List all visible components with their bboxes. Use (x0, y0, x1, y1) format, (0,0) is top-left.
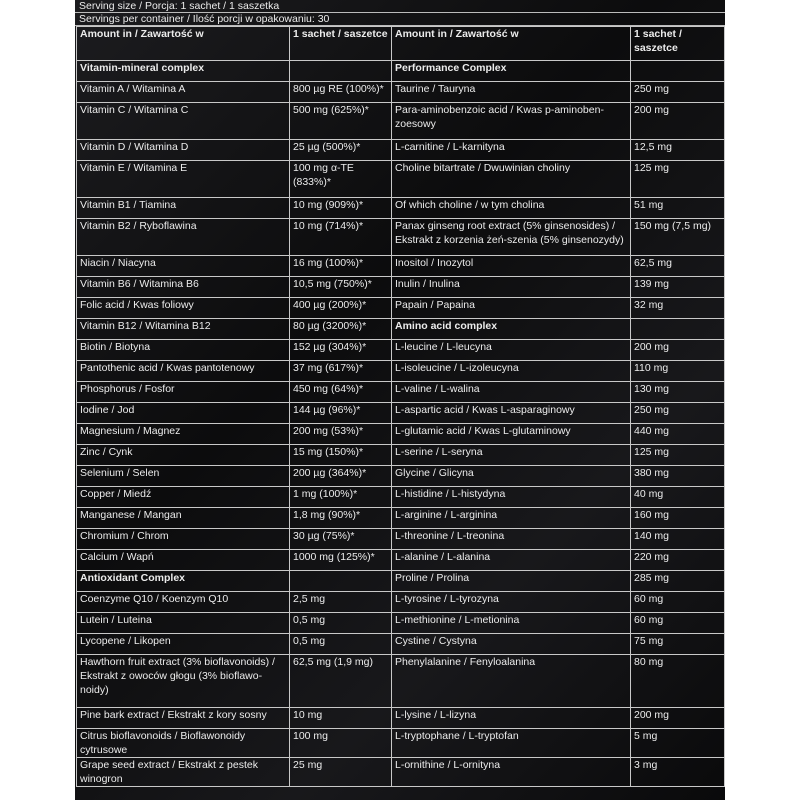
ingredient-left-cell: Lutein / Luteina (77, 613, 290, 634)
table-row (77, 161, 725, 198)
table-row (77, 466, 725, 487)
ingredient-right-cell: L-arginine / L-arginina (392, 508, 631, 529)
ingredient-left-cell: Vitamin B12 / Witamina B12 (77, 319, 290, 340)
amount-left-cell: 200 mg (53%)* (290, 424, 392, 445)
ingredient-left-cell: Manganese / Mangan (77, 508, 290, 529)
amount-left-cell: 10,5 mg (750%)* (290, 277, 392, 298)
ingredient-left-cell: Niacin / Niacyna (77, 256, 290, 277)
ingredient-right-cell: L-carnitine / L-karnityna (392, 140, 631, 161)
servings-per-container-line: Servings per container / Ilość porcji w opakowaniu: 30 (75, 13, 725, 26)
amount-left-cell (290, 571, 392, 592)
ingredient-left-cell: Grape seed extract / Ekstrakt z pestek winogron (77, 758, 290, 787)
ingredient-right-cell: Taurine / Tauryna (392, 82, 631, 103)
amount-left-cell: 10 mg (290, 708, 392, 729)
table-row (77, 256, 725, 277)
table-row (77, 550, 725, 571)
ingredient-right-cell: Panax ginseng root extract (5% ginsenosides) / Ekstrakt z korzenia żeń-szenia (5% ginsenozydy) (392, 219, 631, 256)
ingredient-right-cell: Inulin / Inulina (392, 277, 631, 298)
ingredient-left-cell: Vitamin C / Witamina C (77, 103, 290, 140)
table-row (77, 487, 725, 508)
table-row (77, 592, 725, 613)
serving-size-line: Serving size / Porcja: 1 sachet / 1 saszetka (75, 0, 725, 13)
amount-left-cell: 37 mg (617%)* (290, 361, 392, 382)
ingredient-left-cell: Citrus bioflavonoids / Bioflawonoidy cytrusowe (77, 729, 290, 758)
amount-right-cell: 32 mg (631, 298, 725, 319)
amount-left-cell: 450 mg (64%)* (290, 382, 392, 403)
table-row (77, 382, 725, 403)
ingredient-right-cell: L-aspartic acid / Kwas L-asparaginowy (392, 403, 631, 424)
amount-right-cell: 139 mg (631, 277, 725, 298)
table-row (77, 340, 725, 361)
ingredient-left-cell: Folic acid / Kwas foliowy (77, 298, 290, 319)
amount-right-cell: 250 mg (631, 403, 725, 424)
amount-right-cell: 380 mg (631, 466, 725, 487)
section-heading: Antioxidant Complex (77, 571, 290, 592)
ingredient-right-cell: L-lysine / L-lizyna (392, 708, 631, 729)
amount-left-cell: 1000 mg (125%)* (290, 550, 392, 571)
amount-right-cell: 285 mg (631, 571, 725, 592)
ingredient-right-cell: Proline / Prolina (392, 571, 631, 592)
table-row (77, 613, 725, 634)
amount-right-cell: 51 mg (631, 198, 725, 219)
table-row (77, 634, 725, 655)
amount-left-cell: 0,5 mg (290, 613, 392, 634)
supplement-facts-panel (75, 0, 725, 800)
ingredient-right-cell: L-serine / L-seryna (392, 445, 631, 466)
ingredient-right-cell: Glycine / Glicyna (392, 466, 631, 487)
amount-left-cell: 200 µg (364%)* (290, 466, 392, 487)
amount-left-cell: 0,5 mg (290, 634, 392, 655)
amount-left-cell: 10 mg (714%)* (290, 219, 392, 256)
table-row (77, 361, 725, 382)
amount-right-cell: 250 mg (631, 82, 725, 103)
amount-left-cell: 1 mg (100%)* (290, 487, 392, 508)
amount-left-cell: 400 µg (200%)* (290, 298, 392, 319)
ingredient-left-cell: Pine bark extract / Ekstrakt z kory sosny (77, 708, 290, 729)
amount-left-cell: 62,5 mg (1,9 mg) (290, 655, 392, 708)
ingredient-left-cell: Phosphorus / Fosfor (77, 382, 290, 403)
amount-right-cell: 200 mg (631, 708, 725, 729)
amount-left-cell: 30 µg (75%)* (290, 529, 392, 550)
amount-left-cell: 100 mg (290, 729, 392, 758)
ingredient-right-cell: L-isoleucine / L-izoleucyna (392, 361, 631, 382)
amount-right-cell: 3 mg (631, 758, 725, 787)
ingredient-left-cell: Vitamin B1 / Tiamina (77, 198, 290, 219)
amount-right-cell: 80 mg (631, 655, 725, 708)
ingredient-right-cell: Of which choline / w tym cholina (392, 198, 631, 219)
amount-left-cell: 15 mg (150%)* (290, 445, 392, 466)
ingredient-left-cell: Hawthorn fruit extract (3% bioflavonoids) / Ekstrakt z owoców głogu (3% bioflawo-noidy) (77, 655, 290, 708)
ingredient-right-cell: Phenylalanine / Fenyloalanina (392, 655, 631, 708)
ingredient-left-cell: Selenium / Selen (77, 466, 290, 487)
column-header-sachet-right: 1 sachet / saszetce (631, 27, 725, 61)
amount-left-cell: 10 mg (909%)* (290, 198, 392, 219)
ingredient-right-cell: L-methionine / L-metionina (392, 613, 631, 634)
amount-left-cell (290, 61, 392, 82)
amount-right-cell: 130 mg (631, 382, 725, 403)
ingredient-right-cell: Para-aminobenzoic acid / Kwas p-aminoben-zoesowy (392, 103, 631, 140)
section-heading: Amino acid complex (392, 319, 631, 340)
amount-right-cell (631, 61, 725, 82)
amount-right-cell: 140 mg (631, 529, 725, 550)
amount-right-cell: 60 mg (631, 613, 725, 634)
ingredient-left-cell: Coenzyme Q10 / Koenzym Q10 (77, 592, 290, 613)
table-header-row (77, 27, 725, 61)
column-header-amount-right: Amount in / Zawartość w (392, 27, 631, 61)
ingredient-right-cell: L-histidine / L-histydyna (392, 487, 631, 508)
ingredient-right-cell: L-tryptophane / L-tryptofan (392, 729, 631, 758)
amount-left-cell: 800 µg RE (100%)* (290, 82, 392, 103)
ingredient-left-cell: Vitamin B2 / Ryboflawina (77, 219, 290, 256)
table-row (77, 61, 725, 82)
table-row (77, 758, 725, 787)
amount-right-cell: 110 mg (631, 361, 725, 382)
table-row (77, 103, 725, 140)
ingredient-right-cell: Choline bitartrate / Dwuwinian choliny (392, 161, 631, 198)
ingredient-right-cell: L-valine / L-walina (392, 382, 631, 403)
table-row (77, 82, 725, 103)
column-header-amount-left: Amount in / Zawartość w (77, 27, 290, 61)
amount-right-cell: 160 mg (631, 508, 725, 529)
ingredient-right-cell: Cystine / Cystyna (392, 634, 631, 655)
ingredient-left-cell: Biotin / Biotyna (77, 340, 290, 361)
amount-left-cell: 100 mg α-TE (833%)* (290, 161, 392, 198)
ingredient-left-cell: Zinc / Cynk (77, 445, 290, 466)
ingredient-left-cell: Vitamin D / Witamina D (77, 140, 290, 161)
ingredient-right-cell: L-alanine / L-alanina (392, 550, 631, 571)
amount-right-cell: 125 mg (631, 161, 725, 198)
amount-right-cell (631, 319, 725, 340)
amount-right-cell: 12,5 mg (631, 140, 725, 161)
ingredient-left-cell: Lycopene / Likopen (77, 634, 290, 655)
amount-right-cell: 5 mg (631, 729, 725, 758)
table-row (77, 403, 725, 424)
ingredient-left-cell: Copper / Miedź (77, 487, 290, 508)
amount-left-cell: 80 µg (3200%)* (290, 319, 392, 340)
amount-left-cell: 1,8 mg (90%)* (290, 508, 392, 529)
table-row (77, 424, 725, 445)
amount-left-cell: 500 mg (625%)* (290, 103, 392, 140)
amount-right-cell: 220 mg (631, 550, 725, 571)
amount-left-cell: 2,5 mg (290, 592, 392, 613)
table-row (77, 319, 725, 340)
table-row (77, 729, 725, 758)
ingredient-left-cell: Iodine / Jod (77, 403, 290, 424)
section-heading: Performance Complex (392, 61, 631, 82)
table-row (77, 708, 725, 729)
amount-right-cell: 200 mg (631, 340, 725, 361)
amount-right-cell: 150 mg (7,5 mg) (631, 219, 725, 256)
ingredient-left-cell: Magnesium / Magnez (77, 424, 290, 445)
amount-left-cell: 25 µg (500%)* (290, 140, 392, 161)
ingredient-left-cell: Chromium / Chrom (77, 529, 290, 550)
table-row (77, 298, 725, 319)
ingredient-left-cell: Vitamin B6 / Witamina B6 (77, 277, 290, 298)
ingredient-right-cell: Papain / Papaina (392, 298, 631, 319)
table-row (77, 529, 725, 550)
table-row (77, 445, 725, 466)
ingredient-right-cell: L-threonine / L-treonina (392, 529, 631, 550)
ingredient-left-cell: Pantothenic acid / Kwas pantotenowy (77, 361, 290, 382)
amount-right-cell: 125 mg (631, 445, 725, 466)
amount-right-cell: 440 mg (631, 424, 725, 445)
table-row (77, 198, 725, 219)
amount-right-cell: 60 mg (631, 592, 725, 613)
column-header-sachet-left: 1 sachet / saszetce (290, 27, 392, 61)
ingredient-right-cell: L-tyrosine / L-tyrozyna (392, 592, 631, 613)
ingredient-right-cell: L-leucine / L-leucyna (392, 340, 631, 361)
table-row (77, 508, 725, 529)
nutrition-table (76, 26, 725, 787)
ingredient-right-cell: Inositol / Inozytol (392, 256, 631, 277)
ingredient-left-cell: Vitamin A / Witamina A (77, 82, 290, 103)
amount-left-cell: 152 µg (304%)* (290, 340, 392, 361)
table-row (77, 140, 725, 161)
amount-left-cell: 25 mg (290, 758, 392, 787)
table-row (77, 277, 725, 298)
table-row (77, 655, 725, 708)
table-row (77, 571, 725, 592)
amount-right-cell: 40 mg (631, 487, 725, 508)
ingredient-right-cell: L-ornithine / L-ornityna (392, 758, 631, 787)
amount-left-cell: 144 µg (96%)* (290, 403, 392, 424)
section-heading: Vitamin-mineral complex (77, 61, 290, 82)
amount-left-cell: 16 mg (100%)* (290, 256, 392, 277)
table-row (77, 219, 725, 256)
amount-right-cell: 75 mg (631, 634, 725, 655)
ingredient-left-cell: Calcium / Wapń (77, 550, 290, 571)
ingredient-left-cell: Vitamin E / Witamina E (77, 161, 290, 198)
ingredient-right-cell: L-glutamic acid / Kwas L-glutaminowy (392, 424, 631, 445)
amount-right-cell: 62,5 mg (631, 256, 725, 277)
amount-right-cell: 200 mg (631, 103, 725, 140)
